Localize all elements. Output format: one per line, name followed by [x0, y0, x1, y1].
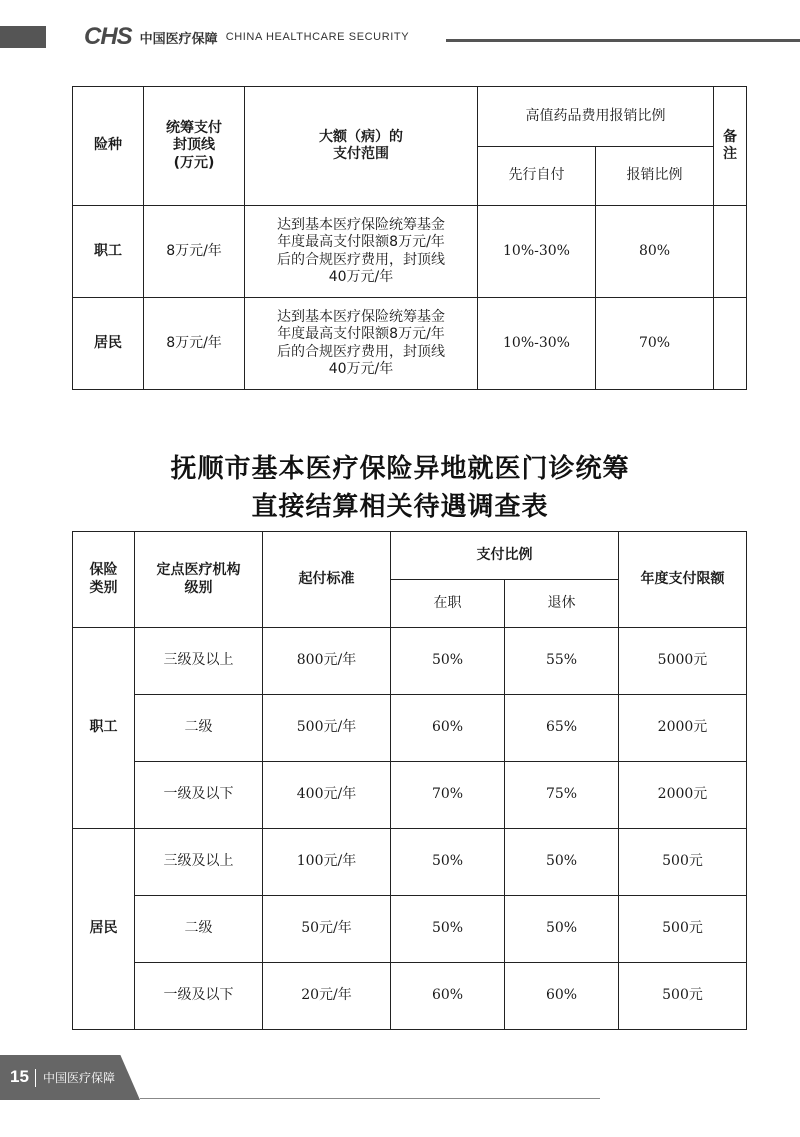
header-coverage-scope [245, 87, 478, 206]
row-deductible: 800元/年 [263, 628, 391, 695]
header-insurance-category-line2: 类别 [89, 579, 118, 596]
row-cap: 8万元/年 [144, 298, 245, 390]
row-scope [245, 206, 478, 298]
header-insurance-category-line1: 保险 [89, 562, 118, 578]
table-row [73, 628, 747, 695]
header-payment-ratio: 支付比例 [391, 532, 619, 580]
row-scope-line1: 达到基本医疗保险统筹基金 [277, 308, 445, 325]
header-employed: 在职 [391, 580, 505, 628]
header-reimburse-ratio: 报销比例 [596, 147, 714, 206]
header-insurance-category [73, 532, 135, 628]
header-drug-reimbursement: 高值药品费用报销比例 [478, 87, 714, 147]
row-employed: 60% [391, 695, 505, 762]
header-institution-level [135, 532, 263, 628]
row-limit: 500元 [619, 829, 747, 896]
row-retired: 50% [505, 896, 619, 963]
chs-logo-mark: CHS [84, 23, 132, 50]
row-deductible: 100元/年 [263, 829, 391, 896]
table-row [73, 695, 747, 762]
row-level: 二级 [135, 695, 263, 762]
footer-divider [35, 1069, 36, 1087]
table-row [73, 896, 747, 963]
row-limit: 2000元 [619, 762, 747, 829]
catastrophic-coverage-table [72, 86, 747, 390]
header-deductible: 起付标准 [263, 532, 391, 628]
row-scope-line3: 后的合规医疗费用，封顶线 [277, 251, 445, 268]
header-payment-cap-line3: (万元) [173, 154, 215, 171]
row-note [714, 206, 747, 298]
header-accent-bar [0, 26, 46, 48]
row-employed: 50% [391, 896, 505, 963]
header-title-en: CHINA HEALTHCARE SECURITY [225, 31, 410, 43]
footer-rule [140, 1098, 600, 1099]
row-limit: 500元 [619, 896, 747, 963]
row-level: 三级及以上 [135, 628, 263, 695]
row-employed: 50% [391, 628, 505, 695]
row-deductible: 50元/年 [263, 896, 391, 963]
footer-publication: 中国医疗保障 [43, 1071, 116, 1085]
header-coverage-scope-line1: 大额（病）的 [319, 128, 403, 145]
table-row [73, 963, 747, 1030]
row-scope-line4: 40万元/年 [328, 269, 394, 285]
table-row [73, 829, 747, 896]
header-institution-level-line1: 定点医疗机构 [156, 562, 241, 578]
header-notes-line1: 备 [723, 128, 737, 145]
row-retired: 50% [505, 829, 619, 896]
row-retired: 55% [505, 628, 619, 695]
section-title-line1: 抚顺市基本医疗保险异地就医门诊统筹 [170, 454, 630, 484]
table-row [73, 298, 747, 390]
header-payment-cap [144, 87, 245, 206]
row-limit: 5000元 [619, 628, 747, 695]
header-logo [84, 22, 409, 52]
row-scope [245, 298, 478, 390]
row-level: 一级及以下 [135, 963, 263, 1030]
row-self-pay: 10%-30% [478, 206, 596, 298]
header-title-cn: 中国医疗保障 [139, 31, 218, 47]
row-scope-line4: 40万元/年 [328, 361, 394, 377]
row-employed: 60% [391, 963, 505, 1030]
row-retired: 65% [505, 695, 619, 762]
row-level: 一级及以下 [135, 762, 263, 829]
row-retired: 75% [505, 762, 619, 829]
header-notes-line2: 注 [723, 146, 737, 162]
row-note [714, 298, 747, 390]
group-category: 居民 [73, 829, 135, 1030]
row-scope-line2: 年度最高支付限额8万元/年 [277, 326, 445, 342]
page-footer [0, 1055, 800, 1100]
row-scope-line2: 年度最高支付限额8万元/年 [277, 234, 445, 250]
row-cap: 8万元/年 [144, 206, 245, 298]
row-limit: 500元 [619, 963, 747, 1030]
row-deductible: 20元/年 [263, 963, 391, 1030]
header-retired: 退休 [505, 580, 619, 628]
row-employed: 70% [391, 762, 505, 829]
table-row [73, 206, 747, 298]
row-self-pay: 10%-30% [478, 298, 596, 390]
row-reimburse: 80% [596, 206, 714, 298]
table-row [73, 762, 747, 829]
header-rule [446, 39, 800, 42]
row-retired: 60% [505, 963, 619, 1030]
row-deductible: 500元/年 [263, 695, 391, 762]
row-level: 二级 [135, 896, 263, 963]
outpatient-settlement-table [72, 531, 747, 1030]
row-level: 三级及以上 [135, 829, 263, 896]
row-employed: 50% [391, 829, 505, 896]
header-self-pay: 先行自付 [478, 147, 596, 206]
row-type: 职工 [73, 206, 144, 298]
group-category: 职工 [73, 628, 135, 829]
row-deductible: 400元/年 [263, 762, 391, 829]
row-scope-line1: 达到基本医疗保险统筹基金 [277, 216, 445, 233]
row-reimburse: 70% [596, 298, 714, 390]
row-limit: 2000元 [619, 695, 747, 762]
header-payment-cap-line2: 封顶线 [173, 137, 215, 154]
header-payment-cap-line1: 统筹支付 [166, 119, 222, 136]
header-coverage-scope-line2: 支付范围 [333, 146, 389, 162]
header-insurance-type: 险种 [73, 87, 144, 206]
header-notes [714, 87, 747, 206]
header-institution-level-line2: 级别 [184, 579, 213, 596]
page-number: 15 [10, 1067, 29, 1086]
row-type: 居民 [73, 298, 144, 390]
section-title-line2: 直接结算相关待遇调查表 [251, 492, 549, 522]
header-annual-limit: 年度支付限额 [619, 532, 747, 628]
row-scope-line3: 后的合规医疗费用，封顶线 [277, 343, 445, 360]
